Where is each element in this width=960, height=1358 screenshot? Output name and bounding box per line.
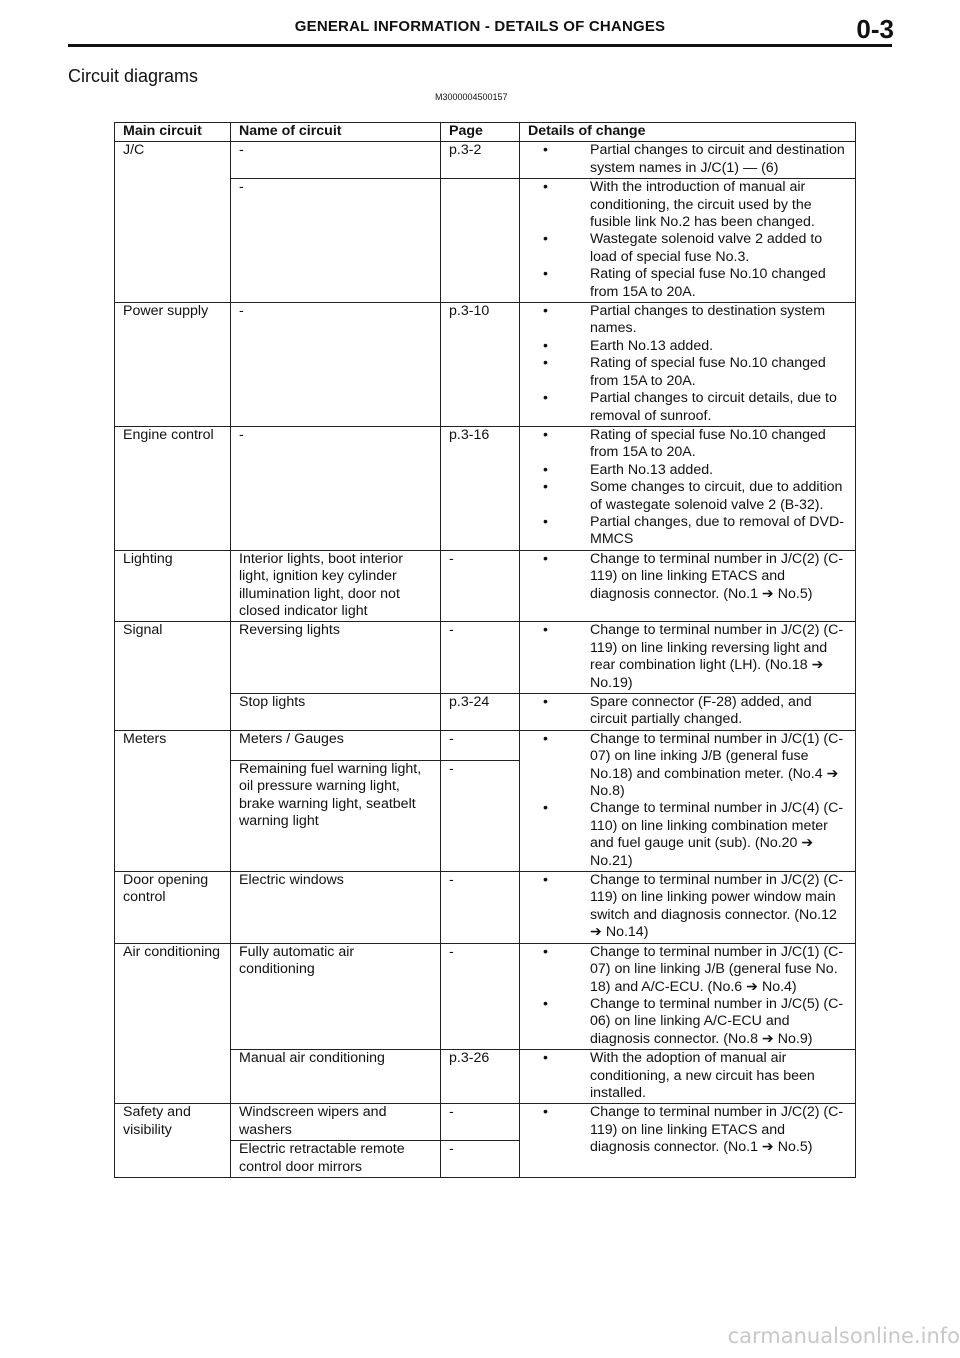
table-row	[115, 303, 856, 427]
col-header-name-of-circuit: Name of circuit	[231, 123, 441, 142]
page-cell: p.3-24	[441, 694, 520, 731]
page-cell: p.3-26	[441, 1050, 520, 1104]
table-row	[115, 943, 856, 1049]
page-cell	[441, 179, 520, 303]
detail-item: • With the introduction of manual air conditioning, the circuit used by the fusible link No.2 has been changed.	[528, 179, 847, 231]
detail-item: • Wastegate solenoid valve 2 added to load of special fuse No.3.	[528, 231, 847, 266]
watermark: carmanualsonline.info	[727, 1324, 960, 1348]
main-circuit-cell: Signal	[115, 622, 231, 730]
details-cell	[520, 872, 856, 944]
detail-item: • Change to terminal number in J/C(1) (C-07) on line linking J/B (general fuse No. 18) and A/C-ECU. (No.6 ➔ No.4)	[528, 944, 847, 996]
page-cell: -	[441, 1104, 520, 1141]
detail-item: • Some changes to circuit, due to addition of wastegate solenoid valve 2 (B-32).	[528, 479, 847, 514]
section-title: Circuit diagrams	[68, 66, 199, 86]
details-cell	[520, 303, 856, 427]
circuit-name-cell: -	[231, 142, 441, 179]
detail-item: • Change to terminal number in J/C(5) (C-06) on line linking A/C-ECU and diagnosis connector. (No.8 ➔ No.9)	[528, 996, 847, 1048]
changes-table	[114, 122, 856, 1178]
page-cell: -	[441, 760, 520, 871]
main-circuit-cell: Meters	[115, 730, 231, 871]
col-header-page: Page	[441, 123, 520, 142]
table-row	[115, 550, 856, 622]
document-code: M3000004500157	[435, 92, 508, 102]
circuit-name-cell: Reversing lights	[231, 622, 441, 694]
detail-item: • Rating of special fuse No.10 changed from 15A to 20A.	[528, 355, 847, 390]
page-cell: p.3-2	[441, 142, 520, 179]
detail-item: • Partial changes to destination system names.	[528, 303, 847, 338]
details-cell	[520, 142, 856, 179]
detail-item: • Change to terminal number in J/C(2) (C-119) on line linking power window main switch and diagnosis connector. (No.12 ➔ No.14)	[528, 872, 847, 942]
main-circuit-cell: J/C	[115, 142, 231, 303]
circuit-name-cell: -	[231, 426, 441, 550]
table-row	[115, 622, 856, 694]
details-cell	[520, 694, 856, 731]
page-cell: -	[441, 943, 520, 1049]
circuit-name-cell: Electric windows	[231, 872, 441, 944]
main-circuit-cell: Engine control	[115, 426, 231, 550]
details-cell	[520, 179, 856, 303]
details-cell	[520, 1050, 856, 1104]
detail-item: • Partial changes to circuit and destination system names in J/C(1) — (6)	[528, 142, 847, 177]
main-circuit-cell: Power supply	[115, 303, 231, 427]
header-rule	[68, 44, 892, 47]
circuit-name-cell: Interior lights, boot interior light, ignition key cylinder illumination light, door not closed indicator light	[231, 550, 441, 622]
detail-item: • Spare connector (F-28) added, and circuit partially changed.	[528, 694, 847, 729]
circuit-name-cell: Remaining fuel warning light, oil pressure warning light, brake warning light, seatbelt warning light	[231, 760, 441, 871]
circuit-name-cell: Electric retractable remote control door mirrors	[231, 1141, 441, 1178]
detail-item: • Change to terminal number in J/C(1) (C-07) on line inking J/B (general fuse No.18) and combination meter. (No.4 ➔ No.8)	[528, 731, 847, 801]
page-cell: -	[441, 550, 520, 622]
details-cell	[520, 1104, 856, 1178]
detail-item: • With the adoption of manual air conditioning, a new circuit has been installed.	[528, 1050, 847, 1102]
table-row	[115, 730, 856, 760]
page-cell: -	[441, 872, 520, 944]
main-circuit-cell: Air conditioning	[115, 943, 231, 1104]
main-circuit-cell: Lighting	[115, 550, 231, 622]
detail-item: • Change to terminal number in J/C(2) (C-119) on line linking reversing light and rear combination light (LH). (No.18 ➔ No.19)	[528, 622, 847, 692]
details-cell	[520, 426, 856, 550]
details-cell	[520, 622, 856, 694]
page-cell: p.3-16	[441, 426, 520, 550]
table-row	[115, 1104, 856, 1141]
page-cell: p.3-10	[441, 303, 520, 427]
detail-item: • Rating of special fuse No.10 changed from 15A to 20A.	[528, 427, 847, 462]
details-cell	[520, 943, 856, 1049]
table-row	[115, 872, 856, 944]
page-cell: -	[441, 730, 520, 760]
circuit-name-cell: Windscreen wipers and washers	[231, 1104, 441, 1141]
page-cell: -	[441, 622, 520, 694]
main-circuit-cell: Door opening control	[115, 872, 231, 944]
table-row	[115, 142, 856, 179]
detail-item: • Change to terminal number in J/C(2) (C-119) on line linking ETACS and diagnosis connector. (No.1 ➔ No.5)	[528, 551, 847, 603]
detail-item: • Partial changes, due to removal of DVD-MMCS	[528, 514, 847, 549]
circuit-name-cell: Manual air conditioning	[231, 1050, 441, 1104]
table-row	[115, 426, 856, 550]
detail-item: • Change to terminal number in J/C(2) (C-119) on line linking ETACS and diagnosis connector. (No.1 ➔ No.5)	[528, 1104, 847, 1156]
page-number: 0-3	[856, 14, 894, 44]
circuit-name-cell: -	[231, 303, 441, 427]
circuit-name-cell: Fully automatic air conditioning	[231, 943, 441, 1049]
circuit-name-cell: -	[231, 179, 441, 303]
detail-item: • Change to terminal number in J/C(4) (C-110) on line linking combination meter and fuel gauge unit (sub). (No.20 ➔ No.21)	[528, 800, 847, 870]
header-title: GENERAL INFORMATION - DETAILS OF CHANGES	[294, 18, 666, 35]
main-circuit-cell: Safety and visibility	[115, 1104, 231, 1178]
col-header-details: Details of change	[520, 123, 856, 142]
table-header-row	[115, 123, 856, 142]
details-cell	[520, 730, 856, 871]
circuit-name-cell: Stop lights	[231, 694, 441, 731]
detail-item: • Partial changes to circuit details, due to removal of sunroof.	[528, 390, 847, 425]
detail-item: • Rating of special fuse No.10 changed from 15A to 20A.	[528, 266, 847, 301]
detail-item: • Earth No.13 added.	[528, 338, 847, 355]
col-header-main-circuit: Main circuit	[115, 123, 231, 142]
detail-item: • Earth No.13 added.	[528, 462, 847, 479]
circuit-name-cell: Meters / Gauges	[231, 730, 441, 760]
details-cell	[520, 550, 856, 622]
page-cell: -	[441, 1141, 520, 1178]
